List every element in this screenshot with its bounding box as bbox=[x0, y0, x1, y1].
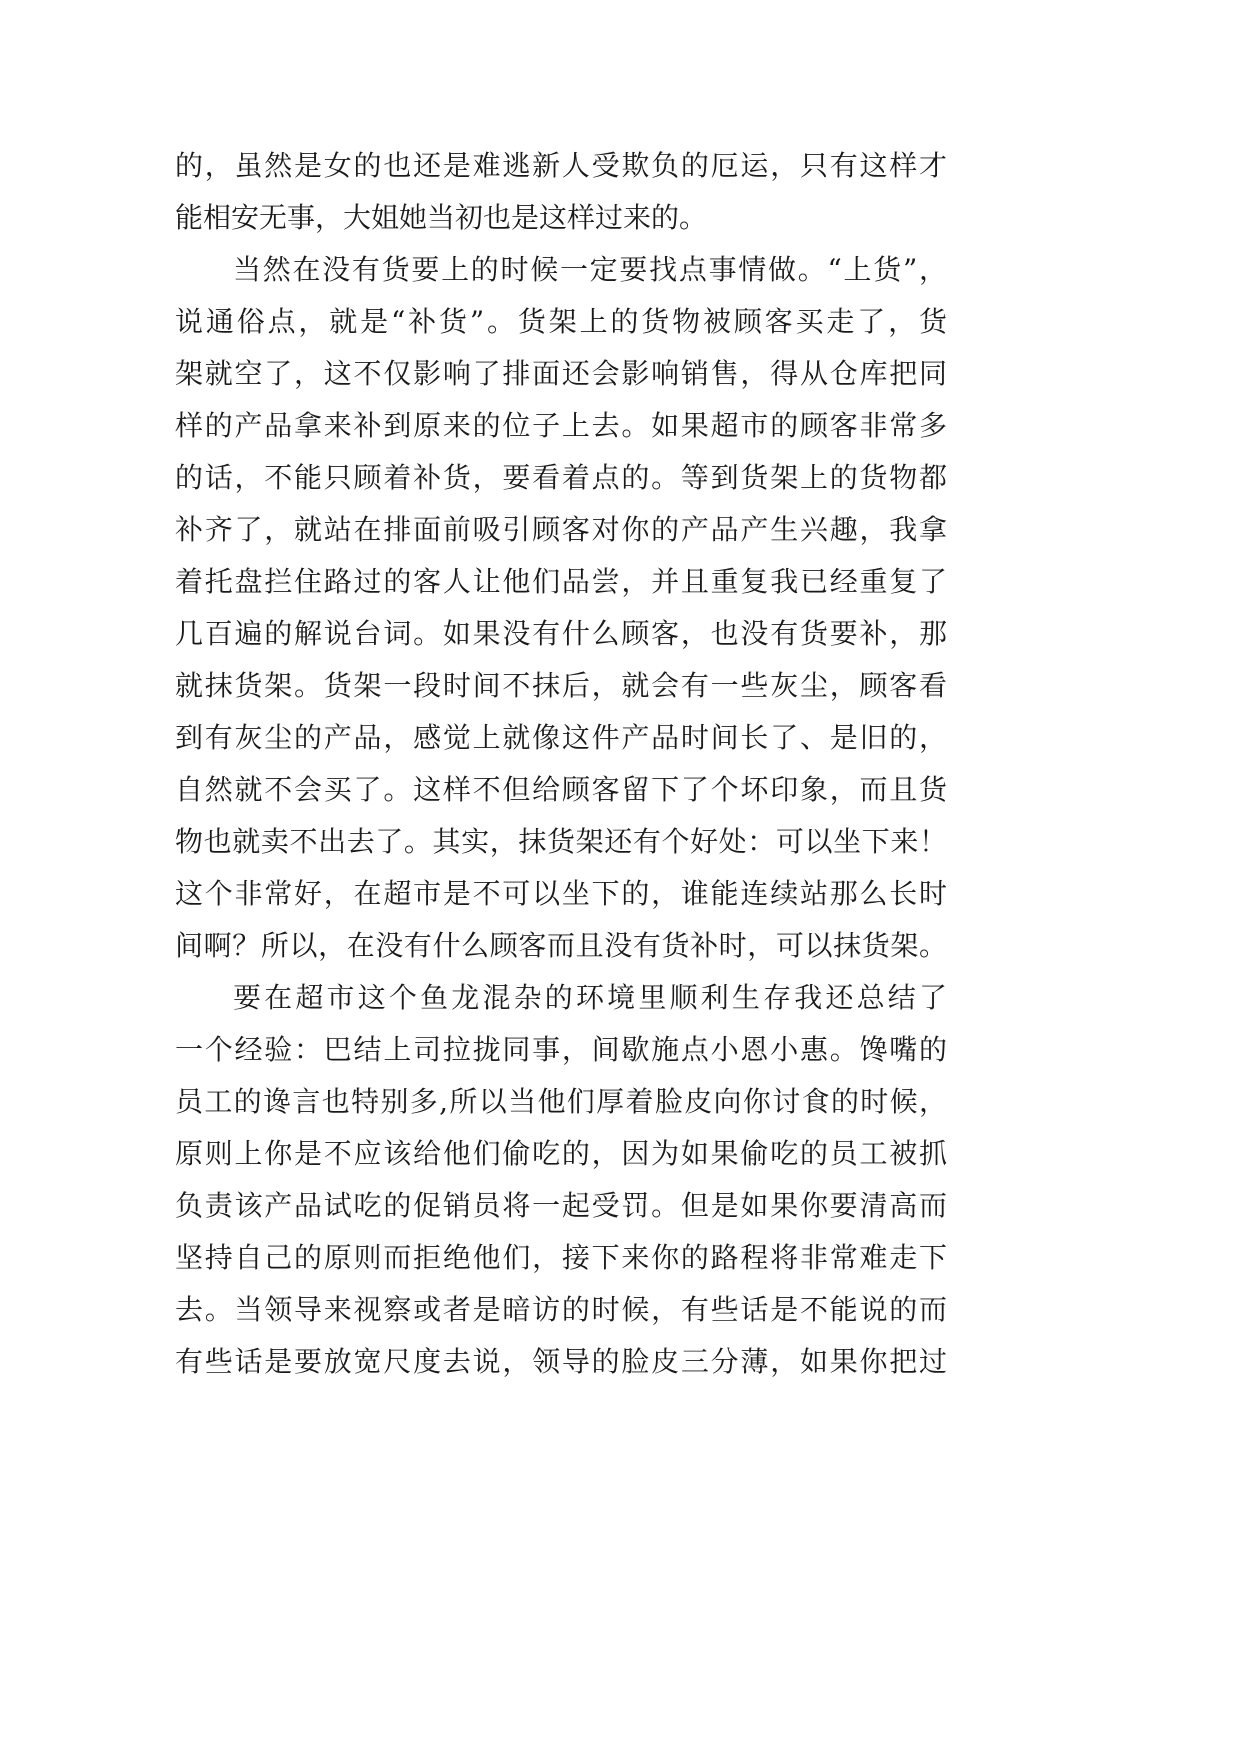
text-line: 着托盘拦住路过的客人让他们品尝，并且重复我已经重复了 bbox=[175, 565, 947, 598]
text-line: 样的产品拿来补到原来的位子上去。如果超市的顾客非常多 bbox=[175, 409, 947, 442]
text-line: 原则上你是不应该给他们偷吃的，因为如果偷吃的员工被抓 bbox=[175, 1137, 947, 1170]
text-line: 去。当领导来视察或者是暗访的时候，有些话是不能说的而 bbox=[175, 1293, 947, 1326]
text-line: 自然就不会买了。这样不但给顾客留下了个坏印象，而且货 bbox=[175, 773, 947, 806]
text-line: 就抹货架。货架一段时间不抹后，就会有一些灰尘，顾客看 bbox=[175, 669, 947, 702]
text-line: 有些话是要放宽尺度去说，领导的脸皮三分薄，如果你把过 bbox=[175, 1345, 947, 1378]
text-line: 到有灰尘的产品，感觉上就像这件产品时间长了、是旧的， bbox=[175, 721, 947, 754]
text-line: 这个非常好，在超市是不可以坐下的，谁能连续站那么长时 bbox=[175, 877, 947, 910]
text-line: 架就空了，这不仅影响了排面还会影响销售，得从仓库把同 bbox=[175, 357, 947, 390]
text-line: 补齐了，就站在排面前吸引顾客对你的产品产生兴趣，我拿 bbox=[175, 513, 947, 546]
text-line: 当然在没有货要上的时候一定要找点事情做。“上货”， bbox=[233, 253, 947, 286]
text-line: 的话，不能只顾着补货，要看着点的。等到货架上的货物都 bbox=[175, 461, 947, 494]
text-line: 说通俗点，就是“补货”。货架上的货物被顾客买走了，货 bbox=[175, 305, 947, 338]
text-line: 员工的谗言也特别多,所以当他们厚着脸皮向你讨食的时候， bbox=[175, 1085, 947, 1118]
text-line: 的，虽然是女的也还是难逃新人受欺负的厄运，只有这样才 bbox=[175, 149, 947, 182]
text-line: 物也就卖不出去了。其实，抹货架还有个好处：可以坐下来！ bbox=[175, 825, 947, 858]
text-line: 间啊？所以，在没有什么顾客而且没有货补时，可以抹货架。 bbox=[175, 929, 947, 962]
paragraph bbox=[175, 244, 947, 972]
text-line: 能相安无事，大姐她当初也是这样过来的。 bbox=[175, 201, 708, 234]
text-line: 几百遍的解说台词。如果没有什么顾客，也没有货要补，那 bbox=[175, 617, 947, 650]
text-line: 一个经验：巴结上司拉拢同事，间歇施点小恩小惠。馋嘴的 bbox=[175, 1033, 947, 1066]
text-line: 坚持自己的原则而拒绝他们，接下来你的路程将非常难走下 bbox=[175, 1241, 947, 1274]
text-line: 要在超市这个鱼龙混杂的环境里顺利生存我还总结了 bbox=[233, 981, 947, 1014]
paragraph bbox=[175, 140, 947, 244]
body-text bbox=[175, 140, 947, 1388]
paragraph bbox=[175, 972, 947, 1388]
text-line: 负责该产品试吃的促销员将一起受罚。但是如果你要清高而 bbox=[175, 1189, 947, 1222]
